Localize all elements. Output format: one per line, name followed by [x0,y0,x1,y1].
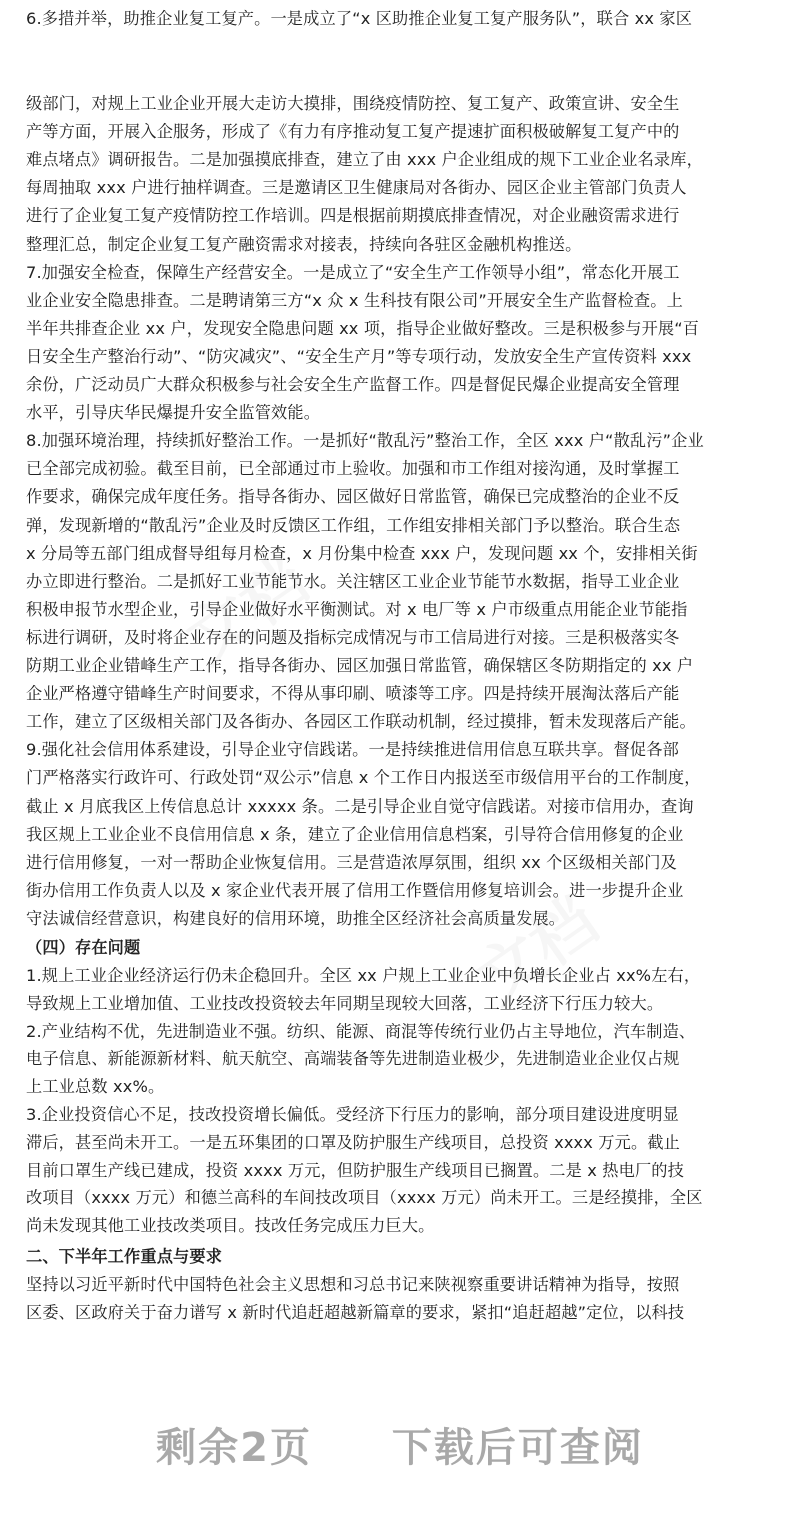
paragraph-line: 半年共排查企业 xx 户，发现安全隐患问题 xx 项，指导企业做好整改。三是积极参与开展“百 [26,318,700,338]
paragraph-line: 尚未发现其他工业技改类项目。技改任务完成压力巨大。 [26,1216,435,1236]
paragraph-line: 2.产业结构不优，先进制造业不强。纺织、能源、商混等传统行业仍占主导地位，汽车制造、 [26,1021,696,1041]
paragraph-line: 弹，发现新增的“散乱污”企业及时反馈区工作组，工作组安排相关部门予以整治。联合生态 [26,515,681,535]
paragraph-line: 每周抽取 xxx 户进行抽样调查。三是邀请区卫生健康局对各街办、园区企业主管部门负责人 [26,178,687,198]
paragraph-line: 7.加强安全检查，保障生产经营安全。一是成立了“安全生产工作领导小组”，常态化开展工 [26,262,680,282]
paragraph-line: 工作，建立了区级相关部门及各街办、各园区工作联动机制，经过摸排，暂未发现落后产能。 [26,712,696,732]
paragraph-line: 水平，引导庆华民爆提升安全监管效能。 [26,403,321,423]
paragraph-line: 导致规上工业增加值、工业技改投资较去年同期呈现较大回落，工业经济下行压力较大。 [26,993,664,1013]
paragraph-line: 坚持以习近平新时代中国特色社会主义思想和习总书记来陕视察重要讲话精神为指导，按照 [26,1275,680,1294]
paragraph-line: 积极申报节水型企业，引导企业做好水平衡测试。对 x 电厂等 x 户市级重点用能企业节能指 [26,599,688,619]
paragraph-line: 难点堵点》调研报告。二是加强摸底排查，建立了由 xxx 户企业组成的规下工业企业名录库， [26,150,703,170]
paragraph-line: x 分局等五部门组成督导组每月检查，x 月份集中检查 xxx 户，发现问题 xx 个，安排相关街 [26,543,698,563]
paragraph-line: 3.企业投资信心不足，技改投资增长偏低。受经济下行压力的影响，部分项目建设进度明显 [26,1105,679,1124]
paragraph-line: 已全部完成初验。截至目前，已全部通过市上验收。加强和市工作组对接沟通，及时掌握工 [26,459,680,479]
paragraph-line: 1.规上工业企业经济运行仍未企稳回升。全区 xx 户规上工业企业中负增长企业占 xx%左右， [26,966,701,985]
download-to-view-label[interactable]: 下载后可查阅 [391,1425,644,1471]
paragraph-line: 目前口罩生产线已建成，投资 xxxx 万元，但防护服生产线项目已搁置。二是 x 热电厂的技 [26,1160,684,1180]
paragraph-line: 作要求，确保完成年度任务。指导各街办、园区做好日常监管，确保已完成整治的企业不反 [26,487,680,507]
paragraph-line: 日安全生产整治行动”、“防灾减灾”、“安全生产月”等专项行动，发放安全生产宣传资料 xxx [26,346,692,366]
paragraph-line: 进行了企业复工复产疫情防控工作培训。四是根据前期摸底排查情况，对企业融资需求进行 [26,206,680,226]
section-heading-problems: （四）存在问题 [26,938,141,957]
remaining-pages-label: 剩余2页 [156,1425,312,1471]
section-heading-next-half: 二、下半年工作重点与要求 [26,1247,223,1266]
paragraph-line: 我区规上工业企业不良信用信息 x 条，建立了企业信用信息档案，引导符合信用修复的企业 [26,824,684,844]
paragraph-line: 整理汇总，制定企业复工复产融资需求对接表，持续向各驻区金融机构推送。 [26,234,582,254]
paragraph-line: 防期工业企业错峰生产工作，指导各街办、园区加强日常监管，确保辖区冬防期指定的 xx 户 [26,656,694,675]
paragraph-line: 滞后，甚至尚未开工。一是五环集团的口罩及防护服生产线项目，总投资 xxxx 万元。截止 [26,1132,680,1152]
paragraph-line: 业企业安全隐患排查。二是聘请第三方“x 众 x 生科技有限公司”开展安全生产监督检查。上 [26,290,683,310]
paragraph-line: 9.强化社会信用体系建设，引导企业守信践诺。一是持续推进信用信息互联共享。督促各部 [26,740,679,760]
paragraph-line: 余份，广泛动员广大群众积极参与社会安全生产监督工作。四是督促民爆企业提高安全管理 [26,375,680,394]
paragraph-line: 6.多措并举，助推企业复工复产。一是成立了“x 区助推企业复工复产服务队”，联合 xx 家区 [26,9,693,28]
paragraph-line: 企业严格遵守错峰生产时间要求，不得从事印刷、喷漆等工序。四是持续开展淘汰落后产能 [26,684,680,704]
paragraph-line: 改项目（xxxx 万元）和德兰高科的车间技改项目（xxxx 万元）尚未开工。三是经摸排，全区 [26,1188,703,1208]
paragraph-line: 办立即进行整治。二是抓好工业节能节水。关注辖区工业企业节能节水数据，指导工业企业 [26,571,680,591]
paragraph-line: 产等方面，开展入企服务，形成了《有力有序推动复工复产提速扩面积极破解复工复产中的 [26,122,680,142]
cut-off-line [26,0,786,4]
paragraph-line: 街办信用工作负责人以及 x 家企业代表开展了信用工作暨信用修复培训会。进一步提升企业 [26,880,684,900]
paragraph-line: 电子信息、新能源新材料、航天航空、高端装备等先进制造业极少，先进制造业企业仅占规 [26,1049,680,1069]
paragraph-line: 上工业总数 xx%。 [26,1077,165,1097]
download-banner[interactable] [0,1420,800,1476]
paragraph-line: 8.加强环境治理，持续抓好整治工作。一是抓好“散乱污”整治工作，全区 xxx 户“散乱污”企业 [26,431,704,451]
paragraph-line: 标进行调研，及时将企业存在的问题及指标完成情况与市工信局进行对接。三是积极落实冬 [26,627,680,647]
paragraph-line: 进行信用修复，一对一帮助企业恢复信用。三是营造浓厚氛围，组织 xx 个区级相关部门及 [26,852,677,872]
paragraph-line: 守法诚信经营意识，构建良好的信用环境，助推全区经济社会高质量发展。 [26,908,566,928]
paragraph-line: 区委、区政府关于奋力谱写 x 新时代追赶超越新篇章的要求，紧扣“追赶超越”定位，以科技 [26,1303,685,1322]
paragraph-line: 级部门，对规上工业企业开展大走访大摸排，围绕疫情防控、复工复产、政策宣讲、安全生 [26,94,680,113]
paragraph-line: 门严格落实行政许可、行政处罚“双公示”信息 x 个工作日内报送至市级信用平台的工作制度， [26,768,701,788]
paragraph-line: 截止 x 月底我区上传信息总计 xxxxx 条。二是引导企业自觉守信践诺。对接市信用办，查询 [26,796,694,816]
